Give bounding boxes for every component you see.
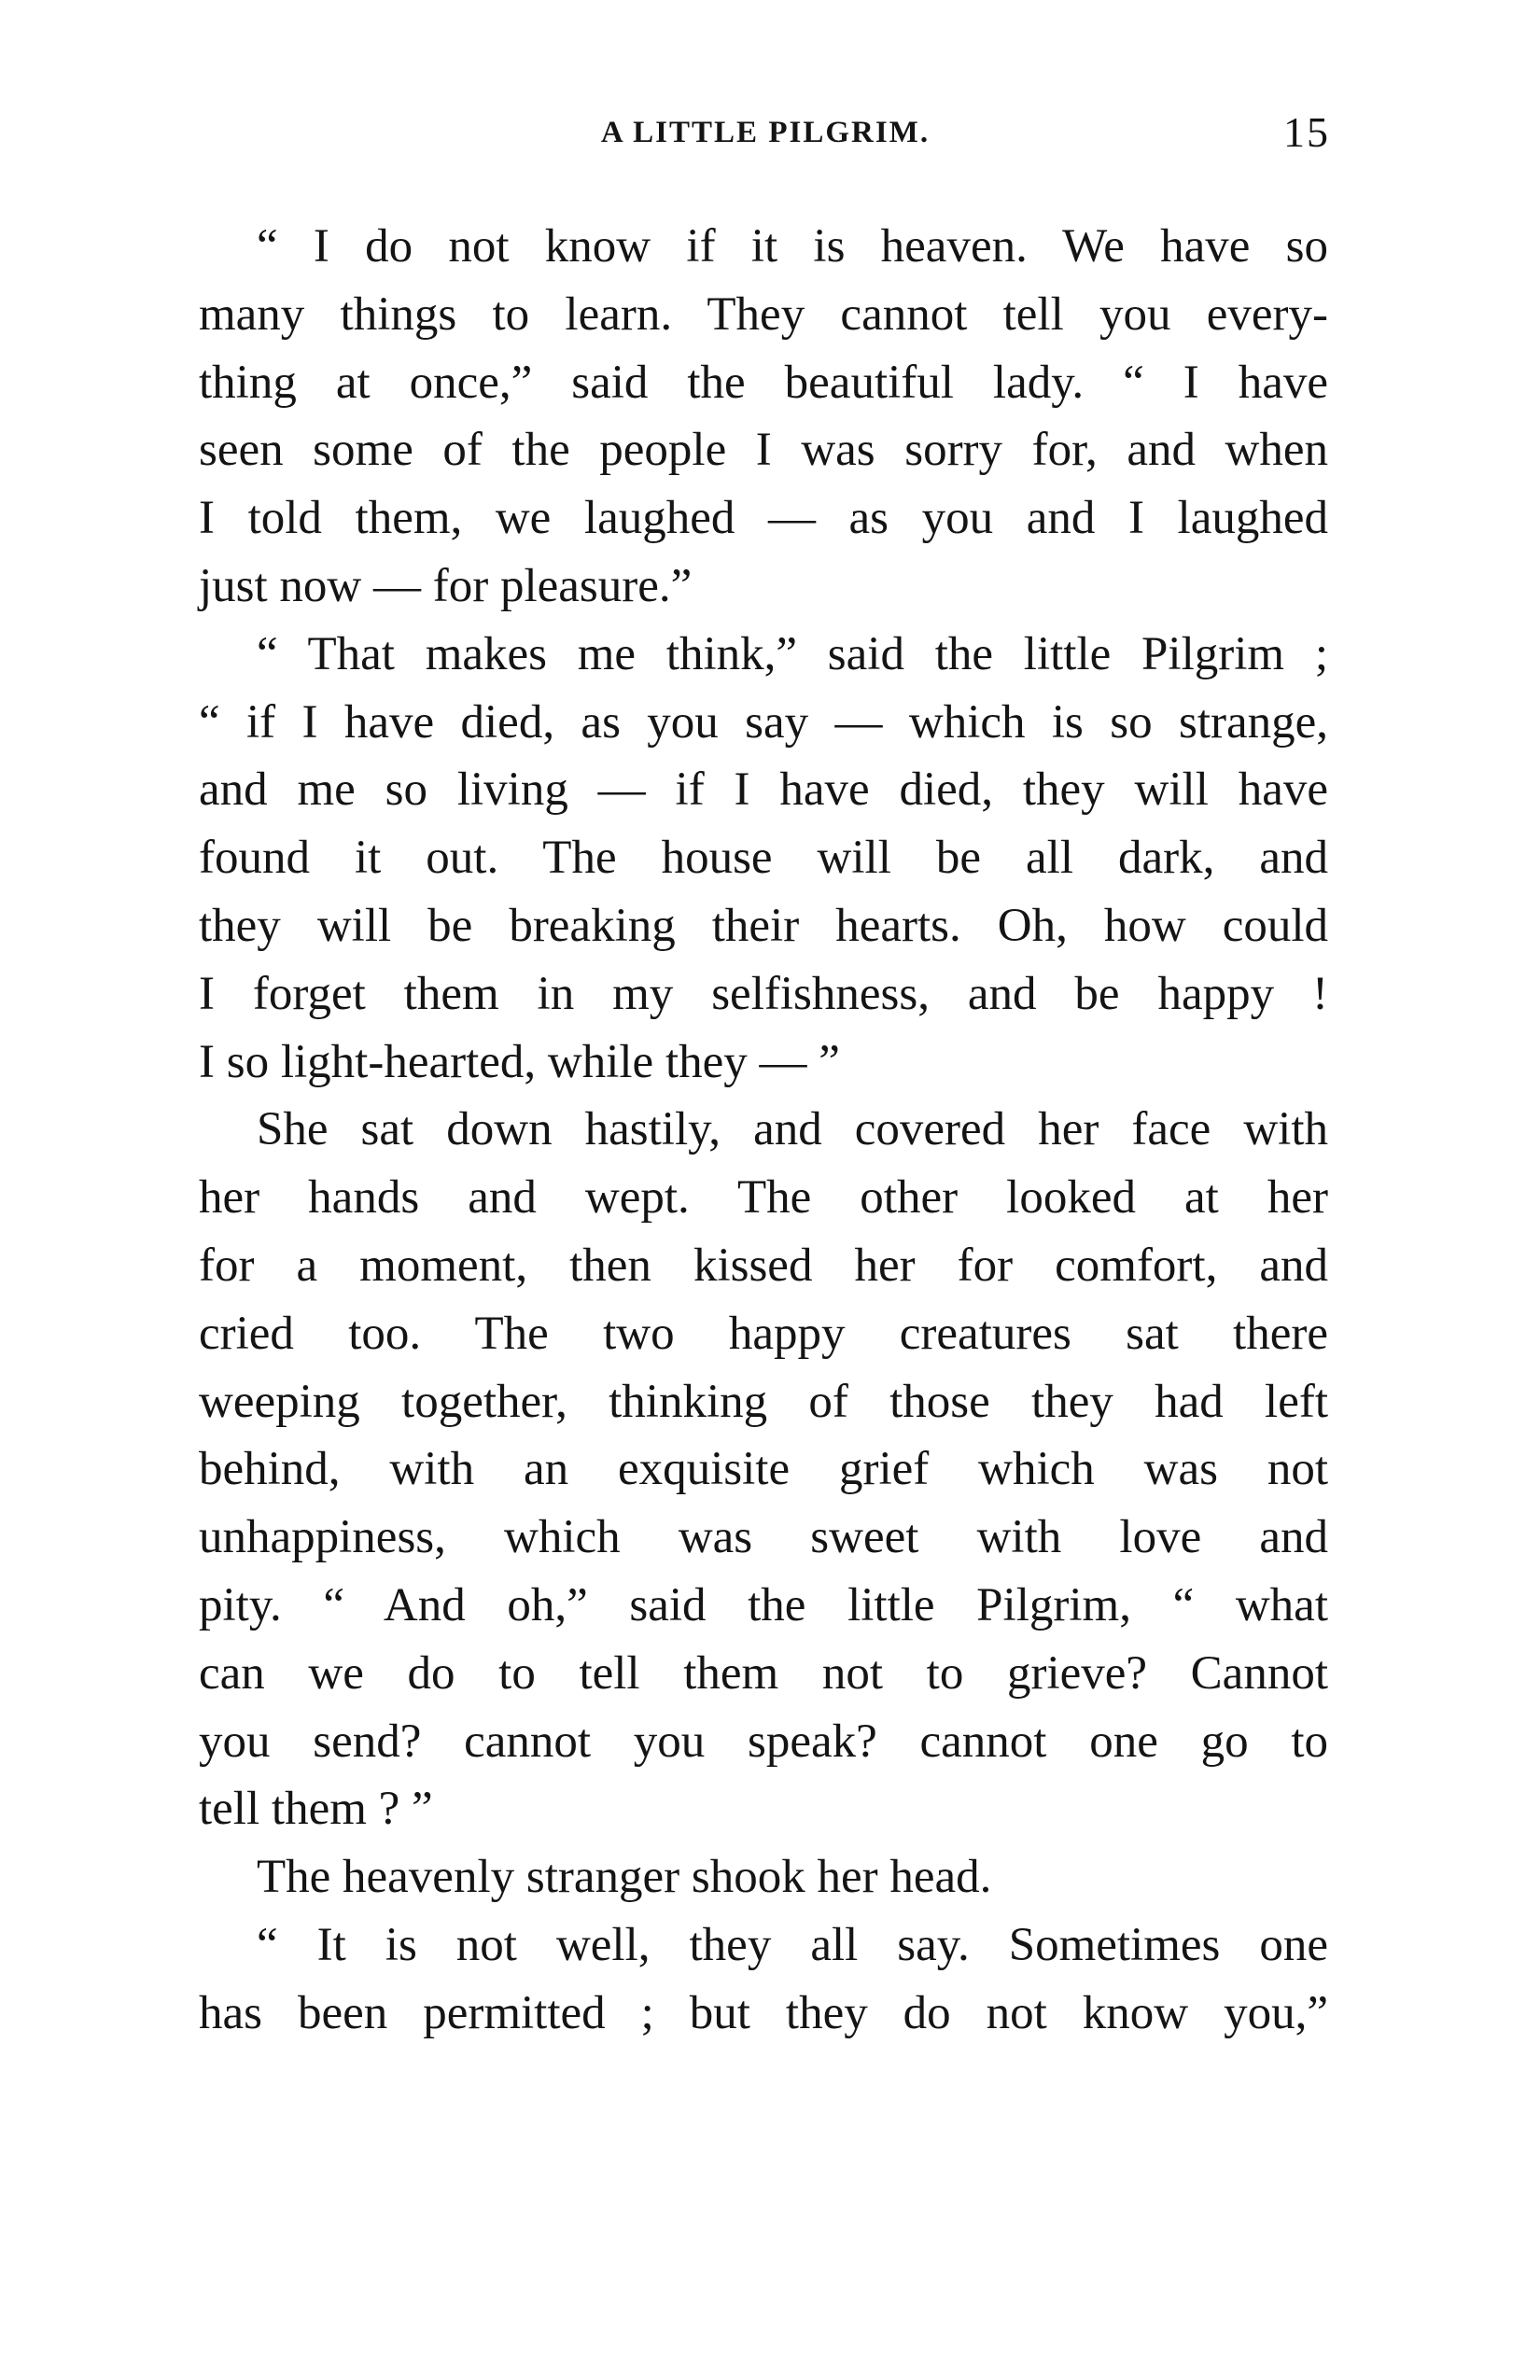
text-line: has been permitted ; but they do not know you,”	[199, 1986, 1328, 2039]
text-line: “ That makes me think,” said the little Pilgrim ;	[257, 627, 1328, 680]
text-line: weeping together, thinking of those they had left	[199, 1375, 1328, 1428]
text-line: cried too. The two happy creatures sat there	[199, 1307, 1328, 1360]
text-line: I forget them in my selfishness, and be happy !	[199, 967, 1328, 1020]
text-line: She sat down hastily, and covered her face with	[257, 1103, 1328, 1156]
text-line: they will be breaking their hearts. Oh, how could	[199, 899, 1328, 952]
text-line: unhappiness, which was sweet with love and	[199, 1511, 1328, 1564]
text-line: “ It is not well, they all say. Sometimes one	[257, 1918, 1328, 1971]
text-line: for a moment, then kissed her for comfort, and	[199, 1239, 1328, 1292]
text-line: The heavenly stranger shook her head.	[257, 1851, 992, 1904]
text-line: can we do to tell them not to grieve? Cannot	[199, 1646, 1328, 1700]
text-line: many things to learn. They cannot tell you every-	[199, 287, 1328, 341]
text-line: thing at once,” said the beautiful lady. “ I have	[199, 356, 1328, 409]
text-line: pity. “ And oh,” said the little Pilgrim, “ what	[199, 1578, 1328, 1631]
text-line: “ I do not know if it is heaven. We have so	[257, 220, 1328, 273]
text-line: “ if I have died, as you say — which is so strange,	[199, 695, 1328, 749]
text-line: behind, with an exquisite grief which was not	[199, 1443, 1328, 1496]
text-line: and me so living — if I have died, they will have	[199, 763, 1328, 817]
running-title: A LITTLE PILGRIM.	[600, 116, 931, 149]
text-line: tell them ? ”	[199, 1783, 433, 1836]
text-line: just now — for pleasure.”	[199, 559, 693, 612]
text-line: I so light-hearted, while they — ”	[199, 1035, 840, 1088]
page-number: 15	[1283, 108, 1330, 156]
text-line: I told them, we laughed — as you and I laughed	[199, 492, 1328, 545]
text-line: you send? cannot you speak? cannot one go to	[199, 1715, 1328, 1768]
text-line: found it out. The house will be all dark, and	[199, 832, 1328, 885]
text-line: seen some of the people I was sorry for, and when	[199, 424, 1328, 477]
running-head	[201, 105, 1330, 161]
body-text	[199, 213, 1328, 2048]
text-line: her hands and wept. The other looked at her	[199, 1171, 1328, 1225]
